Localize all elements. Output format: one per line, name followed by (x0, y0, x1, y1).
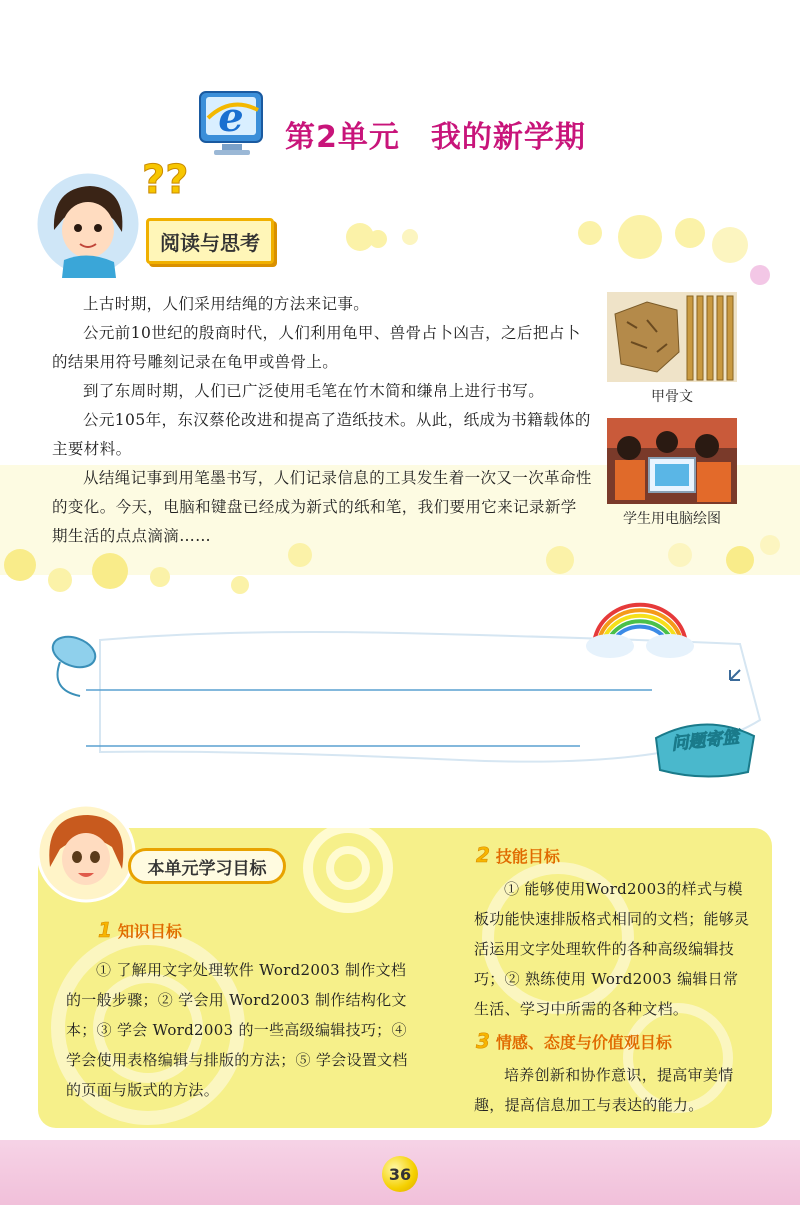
skills-goal-number: 2 (476, 843, 490, 867)
page-number: 36 (382, 1156, 418, 1192)
reading-paragraph: 上古时期，人们采用结绳的方法来记事。 (83, 295, 370, 313)
students-computer-photo (607, 418, 737, 504)
skills-goal-text: ① 能够使用Word2003的样式与模板功能快速排版格式相同的文档；能够灵活运用文字处理软件的各种高级编辑技巧；② 熟练使用 Word2003 编辑日常生活、学习中所需的各种文档。 (474, 880, 750, 1018)
girl-avatar (34, 170, 142, 278)
photo-caption: 学生用电脑绘图 (623, 511, 721, 527)
reading-paragraph: 公元前10世纪的殷商时代，人们利用龟甲、兽骨占卜凶吉，之后把占卜的结果用符号雕刻记录在龟甲或兽骨上。 (52, 324, 581, 371)
emotion-goal-text: 培养创新和协作意识，提高审美情趣，提高信息加工与表达的能力。 (474, 1066, 734, 1114)
goals-label: 本单元学习目标 (128, 848, 286, 884)
knowledge-goal-title: 知识目标 (117, 922, 182, 941)
knowledge-goal-number: 1 (98, 918, 112, 942)
girl-avatar (36, 803, 136, 903)
ie-browser-icon (196, 88, 270, 160)
oracle-bone-photo (607, 292, 737, 382)
skills-goal-title: 技能目标 (495, 847, 560, 866)
emotion-goal-heading (476, 1029, 672, 1053)
emotion-goal-number: 3 (476, 1029, 490, 1053)
reading-paragraph: 公元105年，东汉蔡伦改进和提高了造纸技术。从此，纸成为书籍载体的主要材料。 (52, 411, 591, 458)
reading-paragraph: 从结绳记事到用笔墨书写，人们记录信息的工具发生着一次又一次革命性的变化。今天，电脑和键盘已经成为新式的纸和笔，我们要用它来记录新学期生活的点点滴滴…… (52, 469, 592, 545)
photo-caption: 甲骨文 (651, 389, 693, 405)
knowledge-goal-text: ① 了解用文字处理软件 Word2003 制作文档的一般步骤；② 学会用 Word2003 制作结构化文本；③ 学会 Word2003 的一些高级编辑技巧；④ 学会使用表格编辑与排版的方法；⑤ 学会设置文档的页面与版式的方法。 (66, 961, 408, 1099)
question-badge-text: 问题寄篮 (670, 727, 741, 755)
reading-label: 阅读与思考 (146, 218, 274, 264)
svg-text:e: e (218, 94, 244, 141)
knowledge-goal-heading (98, 918, 182, 942)
page-title: 第2单元 我的新学期 (285, 120, 586, 155)
question-marks-icon: ?? (142, 157, 189, 203)
emotion-goal-title: 情感、态度与价值观目标 (495, 1033, 672, 1052)
reading-paragraph: 到了东周时期，人们已广泛使用毛笔在竹木简和缣帛上进行书写。 (83, 382, 545, 400)
skills-goal-heading (476, 843, 560, 867)
